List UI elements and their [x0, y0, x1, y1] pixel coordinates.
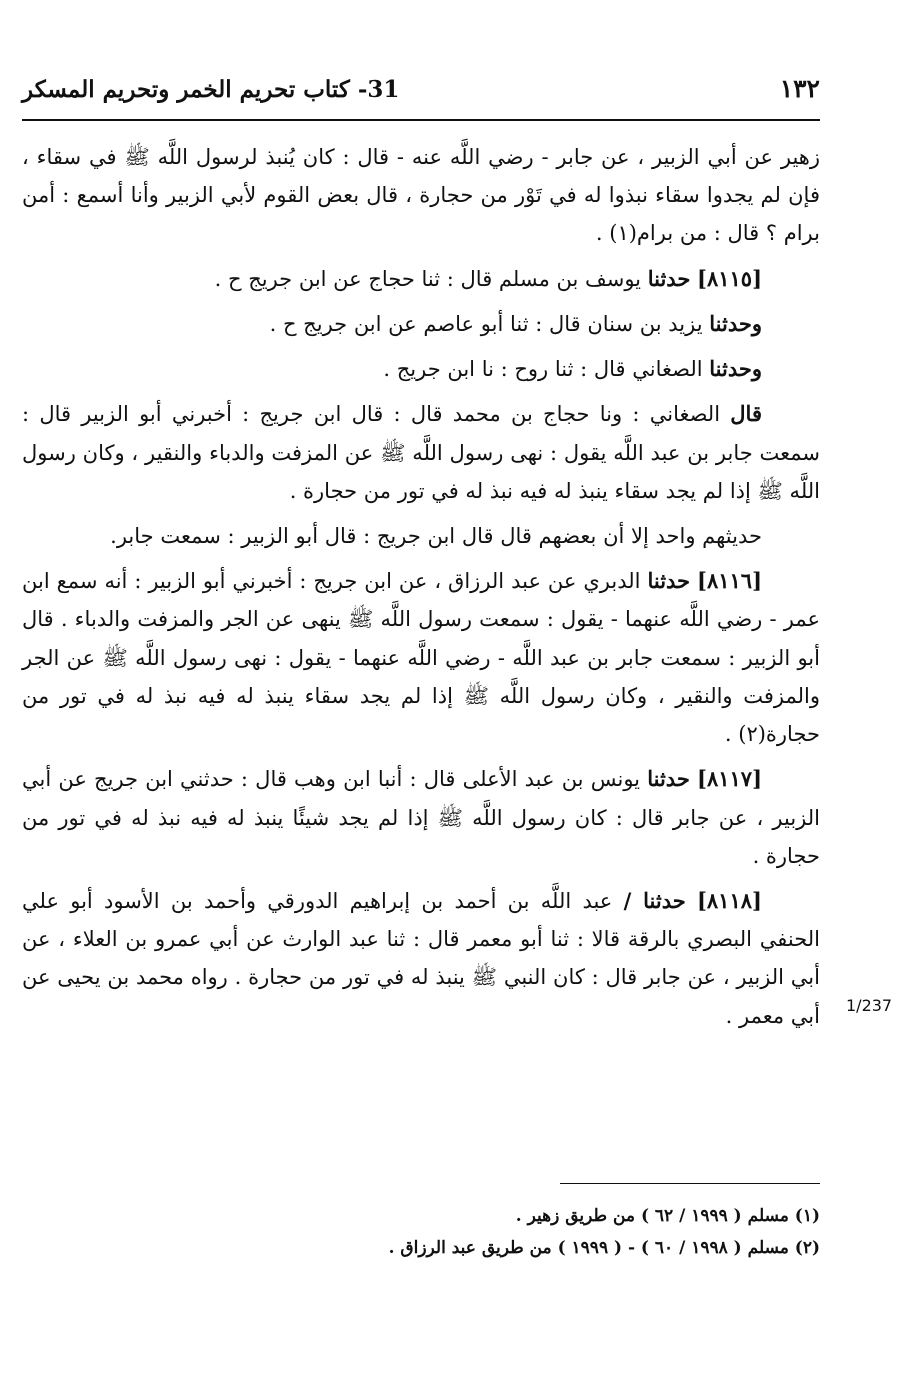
- hadith-keyword: حدثنا: [647, 568, 691, 594]
- footnotes: [22, 1200, 820, 1265]
- chain-keyword: وحدثنا: [709, 310, 762, 336]
- chain-wahaddathana-1: [22, 305, 820, 343]
- paragraph-text: عبد اللَّه بن أحمد بن إبراهيم الدورقي وأحمد بن الأسود أبو علي الحنفي البصري بالرقة قالا : ثنا أبو معمر قال : ثنا عبد الوارث عن أبي عمرو بن العلاء ، عن أبي الزبير ، عن جابر قال : كان النبي ﷺ ينبذ له في تور من حجارة . رواه محمد بن يحيى عن أبي معمر .: [22, 888, 820, 1028]
- page-number: ١٣٢: [779, 74, 820, 103]
- hadith-8118: [22, 882, 820, 1035]
- hadith-keyword: حدثنا: [647, 766, 690, 792]
- paragraph-text: زهير عن أبي الزبير ، عن جابر - رضي اللَّه عنه - قال : كان يُنبذ لرسول اللَّه ﷺ في سقاء ، فإن لم يجدوا سقاء نبذوا له في تَوْر من حجارة ، قال بعض القوم لأبي الزبير وأنا أسمع : أمن برام ؟ قال : من برام(١) .: [22, 145, 820, 246]
- hadith-number: [٨١١٨]: [696, 887, 762, 913]
- paragraph-text: حديثهم واحد إلا أن بعضهم قال قال ابن جريج : قال أبو الزبير : سمعت جابر.: [110, 523, 762, 548]
- paragraph-note: [22, 517, 820, 555]
- hadith-number: [٨١١٧]: [697, 766, 762, 792]
- header-rule: [22, 119, 820, 121]
- hadith-8117: [22, 760, 820, 875]
- page-header: [22, 68, 820, 112]
- footnote-2: (٢) مسلم ( ١٩٩٨ / ٦٠ ) - ( ١٩٩٩ ) من طريق عبد الرزاق .: [388, 1238, 820, 1259]
- hadith-keyword: حدثنا /: [623, 887, 686, 913]
- paragraph-text: الصغاني : ونا حجاج بن محمد قال : قال ابن جريج : أخبرني أبو الزبير قال : سمعت جابر بن عبد اللَّه يقول : نهى رسول اللَّه ﷺ عن المزفت والدباء والنقير ، وكان رسول اللَّه ﷺ إذا لم يجد سقاء ينبذ له فيه نبذ له في تور من حجارة .: [22, 402, 820, 503]
- chain-keyword: قال: [730, 401, 762, 427]
- hadith-keyword: حدثنا: [647, 265, 691, 291]
- paragraph-text: يونس بن عبد الأعلى قال : أنبا ابن وهب قال : حدثني ابن جريج عن أبي الزبير ، عن جابر قال : كان رسول اللَّه ﷺ إذا لم يجد شيئًا ينبذ له فيه نبذ له في تور من حجارة .: [22, 767, 820, 868]
- margin-manuscript-note: 1/237: [846, 996, 893, 1015]
- paragraph-text: يوسف بن مسلم قال : ثنا حجاج عن ابن جريج ح .: [214, 266, 642, 291]
- chain-wahaddathana-2: [22, 350, 820, 388]
- footnote-rule: [560, 1183, 820, 1184]
- paragraph-text: يزيد بن سنان قال : ثنا أبو عاصم عن ابن جريج ح .: [269, 311, 703, 336]
- chain-keyword: وحدثنا: [709, 356, 762, 382]
- paragraph-continuation: [22, 138, 820, 253]
- chain-qala: [22, 395, 820, 510]
- hadith-number: [٨١١٥]: [697, 265, 762, 291]
- hadith-8116: [22, 562, 820, 753]
- hadith-number: [٨١١٦]: [697, 568, 762, 594]
- body-text: [22, 138, 820, 1042]
- paragraph-text: الدبري عن عبد الرزاق ، عن ابن جريج : أخبرني أبو الزبير : أنه سمع ابن عمر - رضي اللَّه عنهما - يقول : سمعت رسول اللَّه ﷺ ينهى عن الجر والمزفت والدباء . قال أبو الزبير : سمعت جابر بن عبد اللَّه - رضي اللَّه عنهما - يقول : نهى رسول اللَّه ﷺ عن الجر والمزفت والنقير ، وكان رسول اللَّه ﷺ إذا لم يجد سقاء ينبذ له فيه نبذ له في تور من حجارة(٢) .: [22, 569, 820, 747]
- hadith-8115: [22, 260, 820, 298]
- footnote-1: (١) مسلم ( ١٩٩٩ / ٦٢ ) من طريق زهير .: [515, 1206, 820, 1226]
- running-title: 31- كتاب تحريم الخمر وتحريم المسكر: [22, 76, 400, 103]
- paragraph-text: الصغاني قال : ثنا روح : نا ابن جريج .: [383, 357, 703, 382]
